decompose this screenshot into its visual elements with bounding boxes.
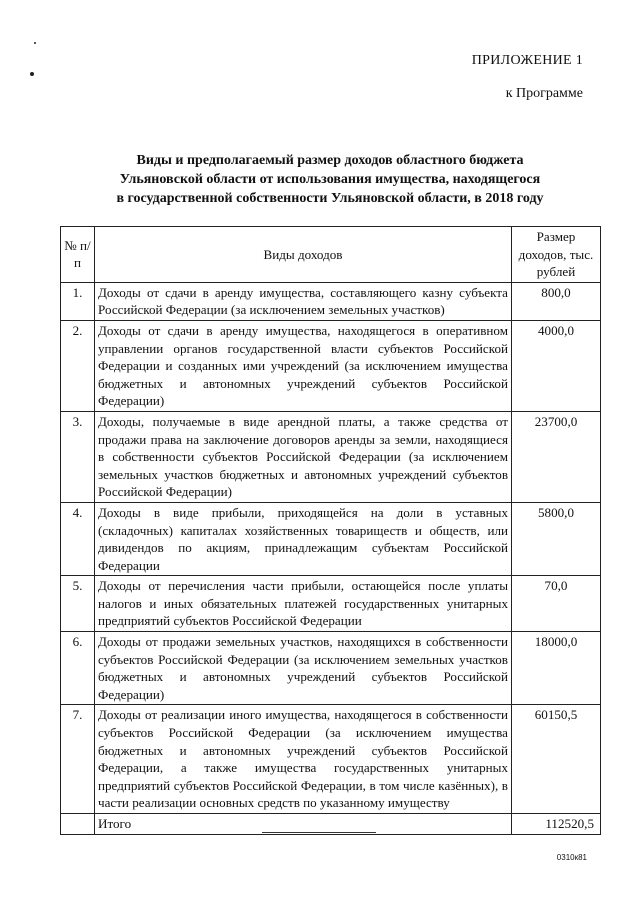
row-number: 6.: [61, 632, 95, 705]
row-number: 5.: [61, 576, 95, 632]
row-number: 4.: [61, 502, 95, 575]
table-row: [61, 705, 601, 814]
row-amount: 18000,0: [512, 632, 601, 705]
row-amount: 5800,0: [512, 502, 601, 575]
separator-line: [262, 832, 376, 833]
row-description: Доходы от сдачи в аренду имущества, находящегося в оперативном управлении органов государственной власти субъектов Российской Федерации и созданных ими учреждений (за исключением имущества бюджетных и автономных учреждений субъектов Российской Федерации): [95, 320, 512, 411]
table-total-row: [61, 814, 601, 835]
total-label: Итого: [95, 814, 512, 835]
row-amount: 60150,5: [512, 705, 601, 814]
column-header-num-text: № п/п: [64, 237, 91, 271]
row-amount: 800,0: [512, 282, 601, 320]
table-row: [61, 502, 601, 575]
row-description: Доходы от реализации иного имущества, находящегося в собственности субъектов Российской Федерации (за исключением имущества бюджетных и автономных учреждений субъектов Российской Федерации, а также имущества государственных унитарных предприятий субъектов Российской Федерации, в том числе казённых), в части реализации основных средств по указанному имуществу: [95, 705, 512, 814]
total-amount: 112520,5: [512, 814, 601, 835]
table-row: [61, 282, 601, 320]
column-header-amount: Размер доходов, тыс. рублей: [512, 227, 601, 283]
row-description: Доходы, получаемые в виде арендной платы, а также средства от продажи права на заключение договоров аренды за земли, находящиеся в собственности субъектов Российской Федерации (за исключением земельных участков бюджетных и автономных учреждений субъектов Российской Федерации): [95, 411, 512, 502]
program-label: к Программе: [505, 86, 583, 101]
row-amount: 4000,0: [512, 320, 601, 411]
column-header-num: [61, 227, 95, 283]
row-number: 3.: [61, 411, 95, 502]
title-line: Ульяновской области от использования имущества, находящегося: [119, 172, 541, 187]
table-row: [61, 411, 601, 502]
title-line: Виды и предполагаемый размер доходов областного бюджета: [136, 153, 524, 168]
income-table: [60, 226, 601, 835]
table-header-row: [61, 227, 601, 283]
total-number-cell: [61, 814, 95, 835]
row-number: 2.: [61, 320, 95, 411]
document-title: [80, 151, 580, 208]
row-number: 1.: [61, 282, 95, 320]
appendix-label: ПРИЛОЖЕНИЕ 1: [471, 53, 583, 68]
table-row: [61, 576, 601, 632]
scan-speck: [34, 42, 36, 44]
row-amount: 70,0: [512, 576, 601, 632]
scan-speck: [30, 72, 34, 76]
row-description: Доходы в виде прибыли, приходящейся на доли в уставных (складочных) капиталах хозяйственных товариществ и обществ, или дивидендов по акциям, принадлежащим субъектам Российской Федерации: [95, 502, 512, 575]
row-description: Доходы от перечисления части прибыли, остающейся после уплаты налогов и иных обязательных платежей государственных унитарных предприятий субъектов Российской Федерации: [95, 576, 512, 632]
column-header-type: Виды доходов: [95, 227, 512, 283]
row-description: Доходы от сдачи в аренду имущества, составляющего казну субъекта Российской Федерации (за исключением земельных участков): [95, 282, 512, 320]
document-code: 0310к81: [556, 853, 587, 862]
row-number: 7.: [61, 705, 95, 814]
row-amount: 23700,0: [512, 411, 601, 502]
title-line: в государственной собственности Ульяновской области, в 2018 году: [116, 191, 544, 206]
row-description: Доходы от продажи земельных участков, находящихся в собственности субъектов Российской Федерации (за исключением земельных участков бюджетных и автономных учреждений субъектов Российской Федерации): [95, 632, 512, 705]
table-row: [61, 632, 601, 705]
table-row: [61, 320, 601, 411]
